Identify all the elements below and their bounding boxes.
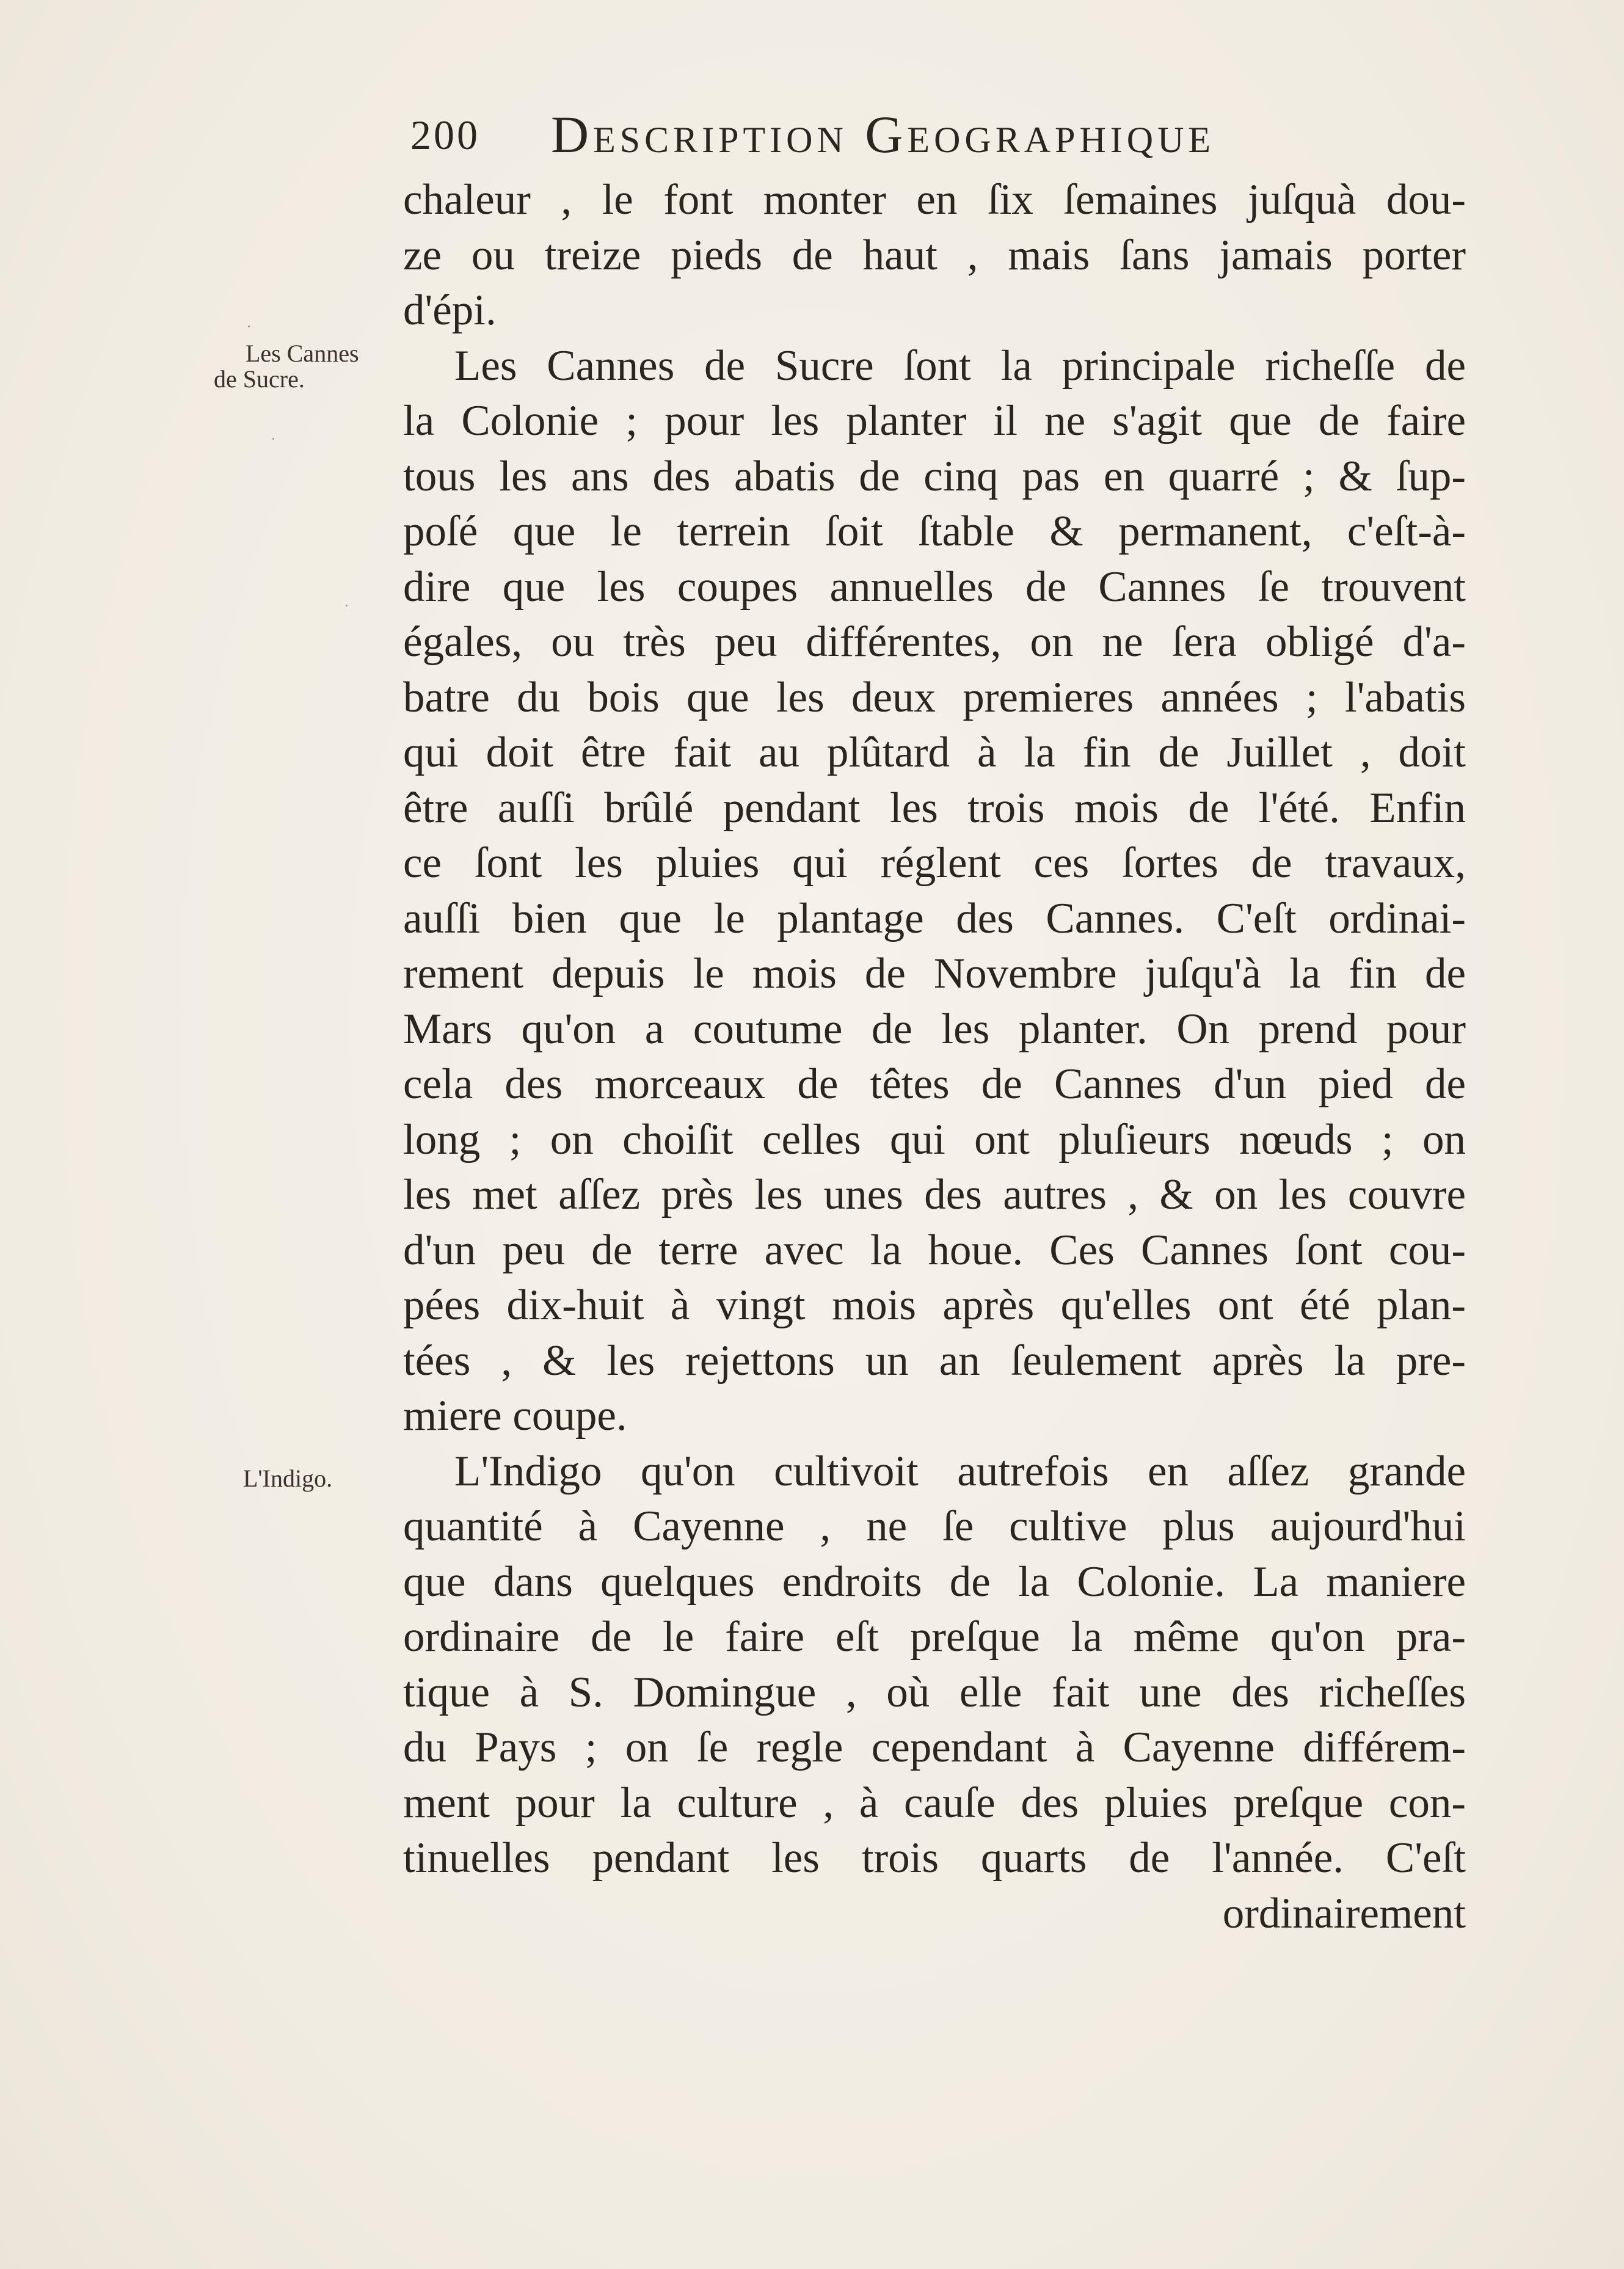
text-line: tous les ans des abatis de cinq pas en quarré ; & ſup- — [403, 452, 1466, 500]
text-line: rement depuis le mois de Novembre juſqu'à la fin de — [403, 950, 1466, 997]
text-line: d'un peu de terre avec la houe. Ces Cannes ſont cou- — [403, 1226, 1466, 1274]
margin-note-cannes-line2: de Sucre. — [214, 365, 305, 393]
text-line: ce ſont les pluies qui réglent ces ſortes de travaux, — [403, 839, 1466, 887]
text-line: être auſſi brûlé pendant les trois mois de l'été. Enfin — [403, 784, 1466, 832]
running-title: Description Geographique — [551, 105, 1215, 164]
text-line: auſſi bien que le plantage des Cannes. C'eſt ordinai- — [403, 894, 1466, 942]
text-line: cela des morceaux de têtes de Cannes d'un pied de — [403, 1060, 1466, 1108]
text-line: tique à S. Domingue , où elle fait une des richeſſes — [403, 1668, 1466, 1716]
page-number: 200 — [410, 112, 480, 158]
body-text — [403, 172, 1466, 1941]
text-line: Mars qu'on a coutume de les planter. On prend pour — [403, 1005, 1466, 1053]
paper-speck — [346, 605, 348, 606]
text-line: les met aſſez près les unes des autres , & on les couvre — [403, 1171, 1466, 1218]
paper-speck — [272, 438, 274, 440]
text-line: tinuelles pendant les trois quarts de l'année. C'eſt — [403, 1834, 1466, 1882]
text-line: quantité à Cayenne , ne ſe cultive plus aujourd'hui — [403, 1502, 1466, 1550]
margin-note-cannes-line1: Les Cannes — [246, 340, 359, 367]
text-line: que dans quelques endroits de la Colonie. La maniere — [403, 1557, 1466, 1606]
text-line: ordinaire de le faire eſt preſque la même qu'on pra- — [403, 1613, 1466, 1661]
text-line: pées dix-huit à vingt mois après qu'elles ont été plan- — [403, 1281, 1466, 1329]
text-line: dire que les coupes annuelles de Cannes ſe trouvent — [403, 563, 1466, 611]
text-line: égales, ou très peu différentes, on ne ſera obligé d'a- — [403, 618, 1466, 666]
running-header — [410, 104, 1479, 171]
text-line: poſé que le terrein ſoit ſtable & permanent, c'eſt-à- — [403, 508, 1466, 555]
paragraph-start-line: Les Cannes de Sucre ſont la principale richeſſe de — [454, 341, 1466, 390]
margin-note-cannes — [214, 341, 385, 392]
text-line: miere coupe. — [403, 1392, 627, 1440]
catchword-line: ordinairement — [1222, 1889, 1466, 1937]
text-line: batre du bois que les deux premieres années ; l'abatis — [403, 673, 1466, 721]
text-line: du Pays ; on ſe regle cependant à Cayenne différem- — [403, 1724, 1466, 1771]
text-line: chaleur , le font monter en ſix ſemaines juſquà dou- — [403, 176, 1466, 224]
paragraph-start-line: L'Indigo qu'on cultivoit autrefois en aſſez grande — [454, 1447, 1466, 1495]
text-line: tées , & les rejettons un an ſeulement après la pre- — [403, 1336, 1466, 1385]
margin-note-indigo: L'Indigo. — [243, 1465, 333, 1492]
paper-speck — [248, 326, 250, 327]
text-line: ze ou treize pieds de haut , mais ſans jamais porter — [403, 231, 1466, 279]
text-line: ment pour la culture , à cauſe des pluies preſque con- — [403, 1779, 1466, 1827]
text-line: la Colonie ; pour les planter il ne s'agit que de faire — [403, 397, 1466, 445]
text-line: d'épi. — [403, 286, 497, 334]
text-line: long ; on choiſit celles qui ont pluſieurs nœuds ; on — [403, 1115, 1466, 1164]
text-line: qui doit être fait au plûtard à la fin de Juillet , doit — [403, 729, 1466, 776]
